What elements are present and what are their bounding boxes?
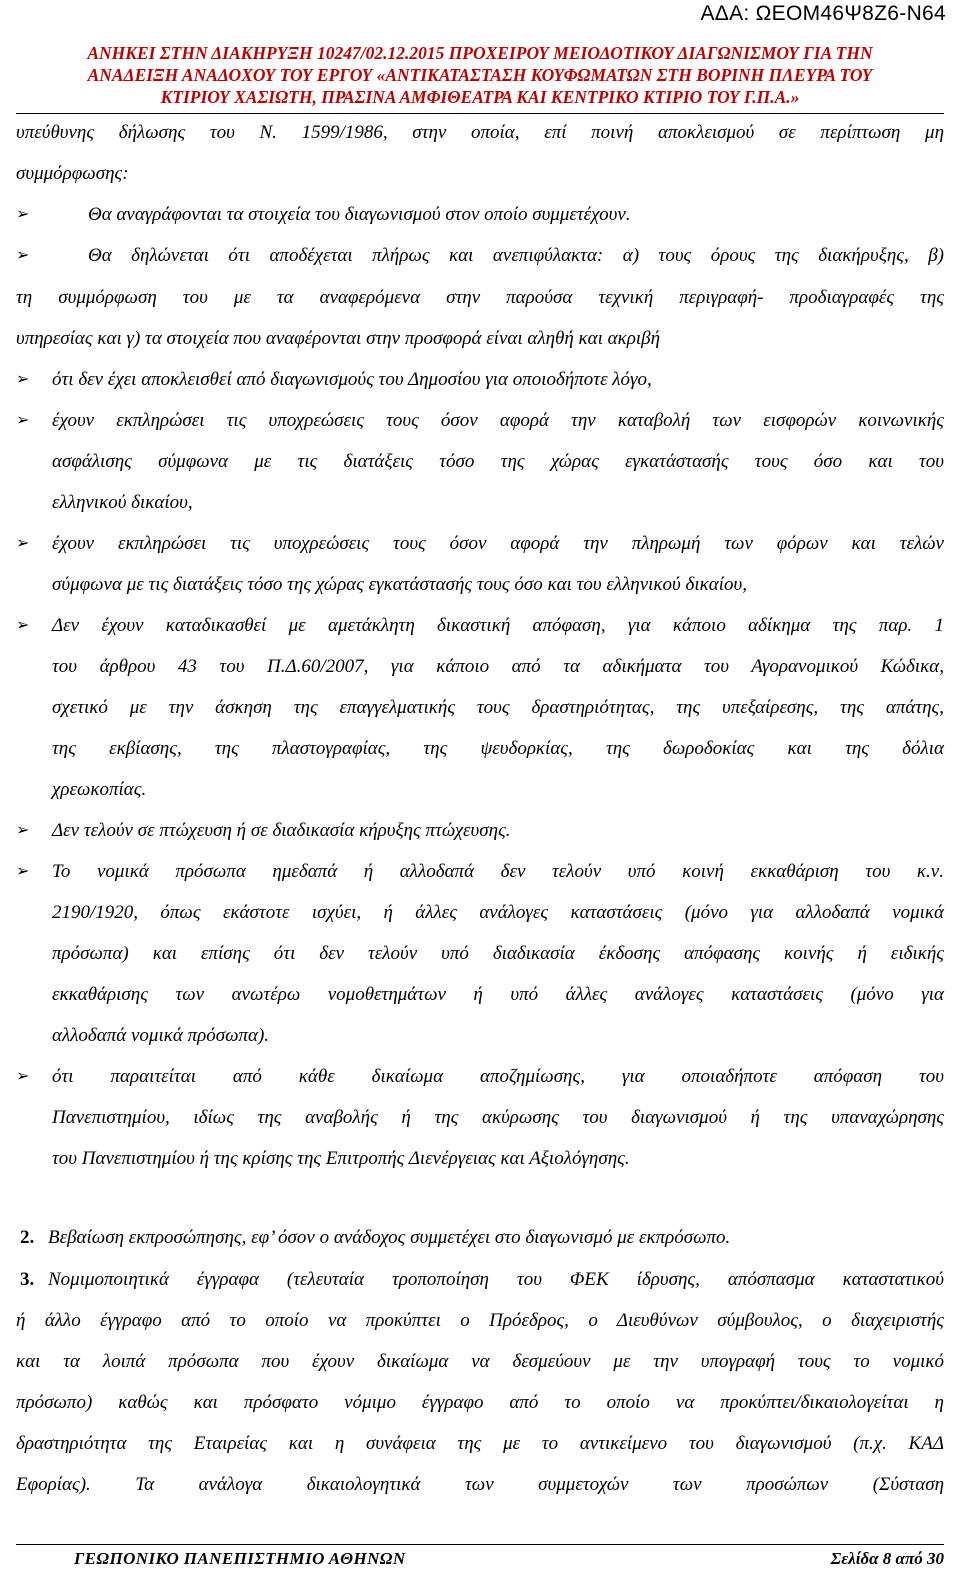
body-line: ή άλλο έγγραφο από το οποίο να προκύπτει ο Πρόεδρος, ο Διευθύνων σύμβουλος, ο διαχειριστής [16, 1310, 944, 1331]
body-line: σχετικό με την άσκηση της επαγγελματικής τους δραστηριότητας, της υπεξαίρεσης, της απάτης, [52, 697, 944, 718]
footer-divider [16, 1544, 944, 1545]
body-line: του άρθρου 43 του Π.Δ.60/2007, για κάποιο από τα αδικήματα του Αγορανομικού Κώδικα, [52, 656, 944, 677]
arrow-bullet-icon: ➢ [16, 247, 30, 264]
header-line: ΑΝΗΚΕΙ ΣΤΗΝ ΔΙΑΚΗΡΥΞΗ 10247/02.12.2015 ΠΡΟΧΕΙΡΟΥ ΜΕΙΟΔΟΤΙΚΟΥ ΔΙΑΓΩΝΙΣΜΟΥ ΓΙΑ ΤΗΝ [87, 43, 873, 63]
item-number: 3. [20, 1269, 35, 1290]
body-line: πρόσωπα) και επίσης ότι δεν τελούν υπό διαδικασία έκδοσης απόφασης κοινής ή ειδικής [52, 943, 944, 964]
body-line: ασφάλισης σύμφωνα με τις διατάξεις τόσο της χώρας εγκατάστασής τους όσο και του [52, 451, 944, 472]
arrow-bullet-icon: ➢ [16, 822, 30, 839]
body-line: χρεωκοπίας. [52, 779, 147, 800]
body-line: τη συμμόρφωση του με τα αναφερόμενα στην παρούσα τεχνική περιγραφή- προδιαγραφές της [16, 287, 944, 308]
header-line: ΚΤΙΡΙΟΥ ΧΑΣΙΩΤΗ, ΠΡΑΣΙΝΑ ΑΜΦΙΘΕΑΤΡΑ ΚΑΙ ΚΕΝΤΡΙΚΟ ΚΤΙΡΙΟ ΤΟΥ Γ.Π.Α.» [160, 87, 800, 107]
arrow-bullet-icon: ➢ [16, 617, 30, 634]
footer-institution: ΓΕΩΠΟΝΙΚΟ ΠΑΝΕΠΙΣΤΗΜΙΟ ΑΘΗΝΩΝ [74, 1549, 406, 1568]
body-line: Εφορίας). Τα ανάλογα δικαιολογητικά των συμμετοχών των προσώπων (Σύσταση [16, 1474, 944, 1495]
body-line: δραστηριότητα της Εταιρείας και η συνάφεια της με το αντικείμενο του διαγωνισμού (π.χ. ΚΑΔ [16, 1433, 944, 1454]
body-line: Θα δηλώνεται ότι αποδέχεται πλήρως και ανεπιφύλακτα: α) τους όρους της διακήρυξης, β) [88, 245, 944, 266]
body-line: 2190/1920, όπως εκάστοτε ισχύει, ή άλλες ανάλογες καταστάσεις (μόνο για αλλοδαπά νομικά [52, 902, 944, 923]
body-line: εκκαθάρισης των ανωτέρω νομοθετημάτων ή υπό άλλες ανάλογες καταστάσεις (μόνο για [52, 984, 944, 1005]
item-number: 2. [20, 1227, 35, 1248]
body-line: Θα αναγράφονται τα στοιχεία του διαγωνισμού στον οποίο συμμετέχουν. [88, 204, 631, 225]
body-line: Δεν έχουν καταδικασθεί με αμετάκλητη δικαστική απόφαση, για κάποιο αδίκημα της παρ. 1 [52, 615, 944, 636]
body-line: ότι δεν έχει αποκλεισθεί από διαγωνισμούς του Δημοσίου για οποιοδήποτε λόγο, [52, 369, 652, 390]
body-line: Βεβαίωση εκπροσώπησης, εφ’ όσον ο ανάδοχος συμμετέχει στο διαγωνισμό με εκπρόσωπο. [48, 1227, 731, 1248]
header-divider [16, 113, 944, 114]
arrow-bullet-icon: ➢ [16, 1068, 30, 1085]
arrow-bullet-icon: ➢ [16, 412, 30, 429]
body-line: σύμφωνα με τις διατάξεις τόσο της χώρας εγκατάστασής τους όσο και του ελληνικού δικαίου, [52, 574, 747, 595]
body-line: Νομιμοποιητικά έγγραφα (τελευταία τροποποίηση του ΦΕΚ ίδρυσης, απόσπασμα καταστατικού [48, 1269, 944, 1290]
body-line: έχουν εκπληρώσει τις υποχρεώσεις τους όσον αφορά την καταβολή των εισφορών κοινωνικής [52, 410, 944, 431]
body-line: υπεύθυνης δήλωσης του Ν. 1599/1986, στην οποία, επί ποινή αποκλεισμού σε περίπτωση μη [16, 122, 944, 143]
arrow-bullet-icon: ➢ [16, 863, 30, 880]
body-line: πρόσωπο) καθώς και πρόσφατο νόμιμο έγγραφο από το οποίο να προκύπτει/δικαιολογείται η [16, 1392, 944, 1413]
body-line: αλλοδαπά νομικά πρόσωπα). [52, 1025, 270, 1046]
arrow-bullet-icon: ➢ [16, 371, 30, 388]
body-line: του Πανεπιστημίου ή της κρίσης της Επιτροπής Διενέργειας και Αξιολόγησης. [52, 1148, 630, 1169]
body-line: και τα λοιπά πρόσωπα που έχουν δικαίωμα να δεσμεύουν με την υπογραφή τους το νομικό [16, 1351, 944, 1372]
body-line: ελληνικού δικαίου, [52, 492, 193, 513]
body-line: Πανεπιστημίου, ιδίως της αναβολής ή της ακύρωσης του διαγωνισμού ή της υπαναχώρησης [52, 1107, 944, 1128]
body-line: Το νομικά πρόσωπα ημεδαπά ή αλλοδαπά δεν τελούν υπό κοινή εκκαθάριση του κ.ν. [52, 861, 944, 882]
arrow-bullet-icon: ➢ [16, 535, 30, 552]
body-line: έχουν εκπληρώσει τις υποχρεώσεις τους όσον αφορά την πληρωμή των φόρων και τελών [52, 533, 944, 554]
header-line: ΑΝΑΔΕΙΞΗ ΑΝΑΔΟΧΟΥ ΤΟΥ ΕΡΓΟΥ «ΑΝΤΙΚΑΤΑΣΤΑΣΗ ΚΟΥΦΩΜΑΤΩΝ ΣΤΗ ΒΟΡΙΝΗ ΠΛΕΥΡΑ ΤΟΥ [87, 65, 873, 85]
body-line: ότι παραιτείται από κάθε δικαίωμα αποζημίωσης, για οποιαδήποτε απόφαση του [52, 1066, 944, 1087]
arrow-bullet-icon: ➢ [16, 206, 30, 223]
body-line: συμμόρφωσης: [16, 163, 129, 184]
ada-code: ΑΔΑ: ΩΕΟΜ46Ψ8Ζ6-Ν64 [700, 2, 946, 25]
document-header [16, 42, 944, 108]
footer-page-number: Σελίδα 8 από 30 [830, 1549, 944, 1568]
body-line: Δεν τελούν σε πτώχευση ή σε διαδικασία κήρυξης πτώχευσης. [52, 820, 511, 841]
body-line: υπηρεσίας και γ) τα στοιχεία που αναφέρονται στην προσφορά είναι αληθή και ακριβή [16, 328, 661, 349]
body-line: της εκβίασης, της πλαστογραφίας, της ψευδορκίας, της δωροδοκίας και της δόλια [52, 738, 944, 759]
